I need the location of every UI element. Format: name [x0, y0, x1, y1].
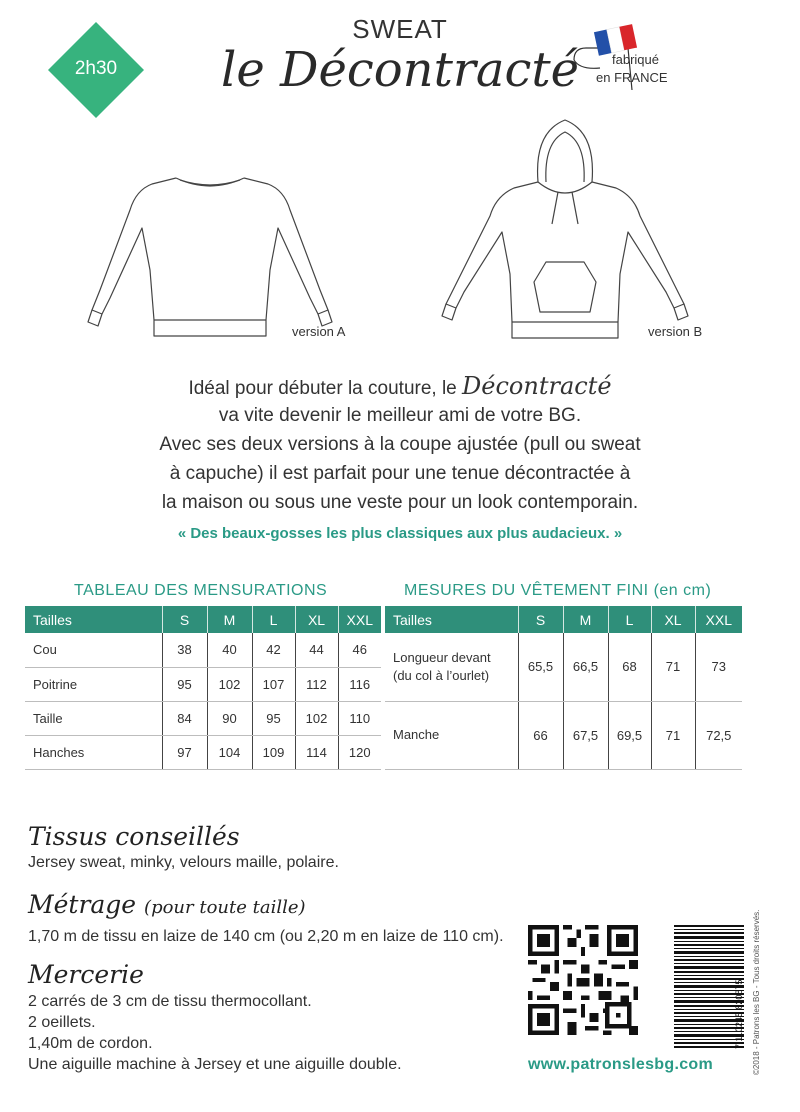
column-header: S: [518, 606, 563, 633]
table-cell: 84: [162, 701, 207, 735]
made-in-label: fabriqué: [612, 52, 659, 67]
table-cell: 95: [162, 667, 207, 701]
table-row: [25, 735, 381, 769]
table-cell: 71: [651, 633, 695, 701]
notions-heading: Mercerie: [28, 960, 144, 989]
barcode: [672, 925, 746, 1050]
measurements-table-title: TABLEAU DES MENSURATIONS: [74, 582, 328, 599]
row-label: Poitrine: [25, 667, 162, 701]
fabrics-heading: Tissus conseillés: [28, 822, 240, 851]
table-row: [385, 633, 742, 701]
table-header-row: [385, 606, 742, 633]
table-cell: 46: [338, 633, 381, 667]
row-label: [385, 633, 518, 701]
column-header: Tailles: [25, 606, 162, 633]
row-label-main: Longueur devant: [393, 649, 491, 665]
table-cell: 40: [207, 633, 252, 667]
table-cell: 116: [338, 667, 381, 701]
list-item: 2 oeillets.: [28, 1014, 96, 1031]
column-header: L: [608, 606, 651, 633]
caption-version-a: version A: [292, 324, 346, 339]
page-title: le Décontracté: [220, 42, 580, 98]
barcode-digits: 7 110245 820875: [734, 979, 744, 1049]
tagline-quote: « Des beaux-gosses les plus classiques aux plus audacieux. »: [177, 525, 623, 542]
yardage-text: 1,70 m de tissu en laize de 140 cm (ou 2,20 m en laize de 110 cm).: [28, 928, 504, 945]
row-label-sub: (du col à l’ourlet): [393, 667, 490, 683]
row-label: Manche: [385, 701, 518, 769]
table-cell: 67,5: [563, 701, 608, 769]
duration-label: 2h30: [74, 58, 118, 79]
table-row: [385, 701, 742, 769]
table-cell: 104: [207, 735, 252, 769]
table-cell: 90: [207, 701, 252, 735]
table-row: [25, 667, 381, 701]
table-cell: 102: [207, 667, 252, 701]
row-label: Cou: [25, 633, 162, 667]
column-header: XL: [295, 606, 338, 633]
hoodie-version-b-drawing: [430, 112, 703, 342]
intro-line-1: [100, 372, 700, 401]
finished-garment-table: [385, 606, 742, 770]
column-header: M: [207, 606, 252, 633]
table-row: [25, 633, 381, 667]
column-header: S: [162, 606, 207, 633]
column-header: L: [252, 606, 295, 633]
column-header: M: [563, 606, 608, 633]
table-cell: 66: [518, 701, 563, 769]
made-in-country: en FRANCE: [596, 70, 668, 85]
intro-product-name: Décontracté: [462, 372, 612, 400]
list-item: 2 carrés de 3 cm de tissu thermocollant.: [28, 993, 312, 1010]
yardage-heading-sub: (pour toute taille): [144, 897, 306, 918]
intro-text: [100, 372, 700, 517]
finished-garment-table-title: MESURES DU VÊTEMENT FINI (en cm): [404, 582, 712, 599]
table-cell: 109: [252, 735, 295, 769]
intro-line-1-text: Idéal pour débuter la couture, le: [188, 378, 463, 399]
page-kicker: SWEAT: [352, 14, 448, 44]
row-label: Taille: [25, 701, 162, 735]
table-cell: 71: [651, 701, 695, 769]
column-header: XXL: [695, 606, 742, 633]
intro-line-4: à capuche) il est parfait pour une tenue décontractée à: [169, 463, 631, 484]
table-cell: 114: [295, 735, 338, 769]
table-cell: 72,5: [695, 701, 742, 769]
notions-list: [28, 991, 402, 1075]
table-row: [25, 701, 381, 735]
intro-line-5: la maison ou sous une veste pour un look contemporain.: [161, 492, 639, 513]
table-cell: 38: [162, 633, 207, 667]
website-link[interactable]: www.patronslesbg.com: [528, 1056, 713, 1073]
table-cell: 95: [252, 701, 295, 735]
sweater-version-a-drawing: [80, 160, 340, 340]
table-cell: 107: [252, 667, 295, 701]
row-label: Hanches: [25, 735, 162, 769]
column-header: XL: [651, 606, 695, 633]
qr-code[interactable]: [528, 925, 638, 1035]
caption-version-b: version B: [648, 324, 703, 339]
table-cell: 120: [338, 735, 381, 769]
copyright-notice: ©2018 - Patrons les BG - Tous droits réservés.: [752, 909, 761, 1075]
table-cell: 42: [252, 633, 295, 667]
table-cell: 102: [295, 701, 338, 735]
table-cell: 44: [295, 633, 338, 667]
table-cell: 66,5: [563, 633, 608, 701]
measurements-table: [25, 606, 381, 770]
yardage-heading: [28, 890, 306, 919]
yardage-heading-main: Métrage: [28, 890, 137, 919]
list-item: Une aiguille machine à Jersey et une aiguille double.: [28, 1056, 402, 1073]
column-header: Tailles: [385, 606, 518, 633]
fabrics-text: Jersey sweat, minky, velours maille, polaire.: [28, 854, 339, 871]
table-cell: 69,5: [608, 701, 651, 769]
intro-line-3: Avec ses deux versions à la coupe ajustée (pull ou sweat: [159, 434, 641, 455]
table-header-row: [25, 606, 381, 633]
intro-line-2: va vite devenir le meilleur ami de votre BG.: [218, 405, 582, 426]
table-cell: 73: [695, 633, 742, 701]
table-cell: 112: [295, 667, 338, 701]
table-cell: 110: [338, 701, 381, 735]
column-header: XXL: [338, 606, 381, 633]
table-cell: 97: [162, 735, 207, 769]
table-cell: 68: [608, 633, 651, 701]
table-cell: 65,5: [518, 633, 563, 701]
list-item: 1,40m de cordon.: [28, 1035, 153, 1052]
